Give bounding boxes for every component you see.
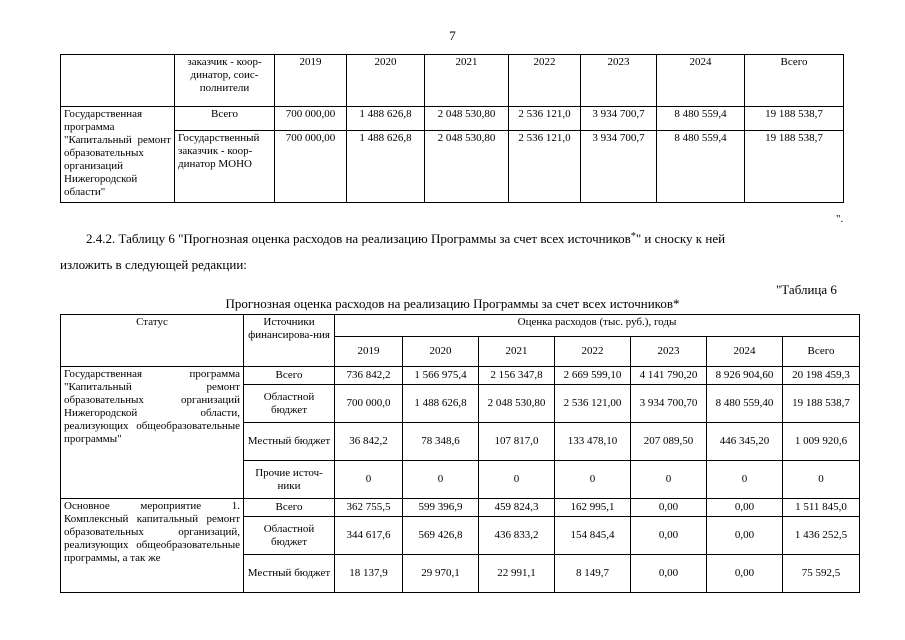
value-cell: 154 845,4 bbox=[555, 517, 631, 555]
value-cell: 2 536 121,0 bbox=[509, 131, 581, 203]
source-label: Прочие источ-ники bbox=[244, 461, 335, 499]
value-cell: 700 000,00 bbox=[275, 107, 347, 131]
value-cell: 736 842,2 bbox=[335, 367, 403, 385]
table-header-row bbox=[61, 55, 844, 107]
expense-forecast-table bbox=[60, 314, 860, 593]
value-cell: 1 566 975,4 bbox=[403, 367, 479, 385]
source-label: Областной бюджет bbox=[244, 385, 335, 423]
source-label: Всего bbox=[244, 499, 335, 517]
value-cell: 36 842,2 bbox=[335, 423, 403, 461]
continued-table bbox=[60, 54, 844, 203]
header-blank-cell bbox=[61, 55, 175, 107]
value-cell: 133 478,10 bbox=[555, 423, 631, 461]
value-cell: 2 536 121,00 bbox=[555, 385, 631, 423]
value-cell: 4 141 790,20 bbox=[631, 367, 707, 385]
value-cell: 700 000,00 bbox=[275, 131, 347, 203]
value-cell: 0,00 bbox=[707, 517, 783, 555]
header-year: 2019 bbox=[275, 55, 347, 107]
value-cell: 0 bbox=[707, 461, 783, 499]
value-cell: 0 bbox=[555, 461, 631, 499]
value-cell: 0 bbox=[403, 461, 479, 499]
value-cell: 2 536 121,0 bbox=[509, 107, 581, 131]
value-cell: 207 089,50 bbox=[631, 423, 707, 461]
value-cell: 8 149,7 bbox=[555, 555, 631, 593]
page-number: 7 bbox=[449, 28, 456, 43]
value-cell: 0,00 bbox=[631, 517, 707, 555]
value-cell: 0,00 bbox=[631, 499, 707, 517]
value-cell: 20 198 459,3 bbox=[783, 367, 860, 385]
header-estimate: Оценка расходов (тыс. руб.), годы bbox=[335, 315, 860, 337]
table-header-row bbox=[61, 315, 860, 337]
header-total: Всего bbox=[745, 55, 844, 107]
header-status: Статус bbox=[61, 315, 244, 367]
value-cell: 1 009 920,6 bbox=[783, 423, 860, 461]
table-row bbox=[61, 367, 860, 385]
value-cell: 436 833,2 bbox=[479, 517, 555, 555]
table-row bbox=[61, 499, 860, 517]
header-year: 2021 bbox=[425, 55, 509, 107]
header-year: 2020 bbox=[403, 337, 479, 367]
value-cell: 0 bbox=[479, 461, 555, 499]
value-cell: 344 617,6 bbox=[335, 517, 403, 555]
table-caption: Прогнозная оценка расходов на реализацию Программы за счет всех источников* bbox=[225, 296, 680, 311]
value-cell: 8 926 904,60 bbox=[707, 367, 783, 385]
paragraph-line-1: 2.4.2. Таблицу 6 "Прогнозная оценка расходов на реализацию Программы за счет всех источников*" и сноску к ней bbox=[86, 231, 726, 246]
value-cell: 0 bbox=[335, 461, 403, 499]
source-label: Областной бюджет bbox=[244, 517, 335, 555]
closing-quote: ". bbox=[836, 213, 844, 225]
value-cell: 599 396,9 bbox=[403, 499, 479, 517]
value-cell: 19 188 538,7 bbox=[783, 385, 860, 423]
value-cell: 29 970,1 bbox=[403, 555, 479, 593]
header-year: 2024 bbox=[657, 55, 745, 107]
value-cell: 75 592,5 bbox=[783, 555, 860, 593]
value-cell: 2 048 530,80 bbox=[479, 385, 555, 423]
value-cell: 19 188 538,7 bbox=[745, 131, 844, 203]
value-cell: 2 156 347,8 bbox=[479, 367, 555, 385]
value-cell: 1 488 626,8 bbox=[403, 385, 479, 423]
value-cell: 3 934 700,70 bbox=[631, 385, 707, 423]
value-cell: 0 bbox=[631, 461, 707, 499]
value-cell: 700 000,0 bbox=[335, 385, 403, 423]
paragraph-line-2: изложить в следующей редакции: bbox=[60, 257, 247, 272]
value-cell: 0,00 bbox=[707, 499, 783, 517]
header-year: 2023 bbox=[581, 55, 657, 107]
table-row bbox=[61, 107, 844, 131]
header-year: 2019 bbox=[335, 337, 403, 367]
value-cell: 0,00 bbox=[631, 555, 707, 593]
header-year: 2022 bbox=[509, 55, 581, 107]
source-label: Всего bbox=[244, 367, 335, 385]
value-cell: 2 048 530,80 bbox=[425, 107, 509, 131]
value-cell: 1 436 252,5 bbox=[783, 517, 860, 555]
value-cell: 362 755,5 bbox=[335, 499, 403, 517]
header-sources: Источники финансирова-ния bbox=[244, 315, 335, 367]
value-cell: 1 511 845,0 bbox=[783, 499, 860, 517]
row-label: Всего bbox=[175, 107, 275, 131]
value-cell: 19 188 538,7 bbox=[745, 107, 844, 131]
value-cell: 1 488 626,8 bbox=[347, 131, 425, 203]
table-number-label: "Таблица 6 bbox=[776, 282, 837, 297]
status-cell: Основное мероприятие 1. Комплексный капитальный ремонт образовательных организаций, реализующих общеобразовательные программы, а так же bbox=[61, 499, 244, 593]
footnote-mark: * bbox=[630, 231, 636, 242]
source-label: Местный бюджет bbox=[244, 555, 335, 593]
value-cell: 0 bbox=[783, 461, 860, 499]
row-label: Государственный заказчик - коор-динатор МОНО bbox=[175, 131, 275, 203]
value-cell: 3 934 700,7 bbox=[581, 107, 657, 131]
header-role: заказчик - коор-динатор, соис-полнители bbox=[175, 55, 275, 107]
header-year: 2021 bbox=[479, 337, 555, 367]
value-cell: 2 669 599,10 bbox=[555, 367, 631, 385]
value-cell: 78 348,6 bbox=[403, 423, 479, 461]
header-total: Всего bbox=[783, 337, 860, 367]
value-cell: 162 995,1 bbox=[555, 499, 631, 517]
value-cell: 18 137,9 bbox=[335, 555, 403, 593]
value-cell: 107 817,0 bbox=[479, 423, 555, 461]
table-row bbox=[61, 131, 844, 203]
value-cell: 3 934 700,7 bbox=[581, 131, 657, 203]
value-cell: 8 480 559,4 bbox=[657, 131, 745, 203]
program-name-cell: Государственная программа "Капитальный ремонт образовательных организаций Нижегородской области" bbox=[61, 107, 175, 203]
value-cell: 459 824,3 bbox=[479, 499, 555, 517]
header-year: 2020 bbox=[347, 55, 425, 107]
value-cell: 8 480 559,4 bbox=[657, 107, 745, 131]
value-cell: 1 488 626,8 bbox=[347, 107, 425, 131]
value-cell: 0,00 bbox=[707, 555, 783, 593]
value-cell: 2 048 530,80 bbox=[425, 131, 509, 203]
status-cell: Государственная программа "Капитальный ремонт образовательных организаций Нижегородской области, реализующих общеобразовательные программы" bbox=[61, 367, 244, 499]
header-year: 2022 bbox=[555, 337, 631, 367]
source-label: Местный бюджет bbox=[244, 423, 335, 461]
header-year: 2024 bbox=[707, 337, 783, 367]
value-cell: 22 991,1 bbox=[479, 555, 555, 593]
header-year: 2023 bbox=[631, 337, 707, 367]
value-cell: 569 426,8 bbox=[403, 517, 479, 555]
value-cell: 8 480 559,40 bbox=[707, 385, 783, 423]
value-cell: 446 345,20 bbox=[707, 423, 783, 461]
